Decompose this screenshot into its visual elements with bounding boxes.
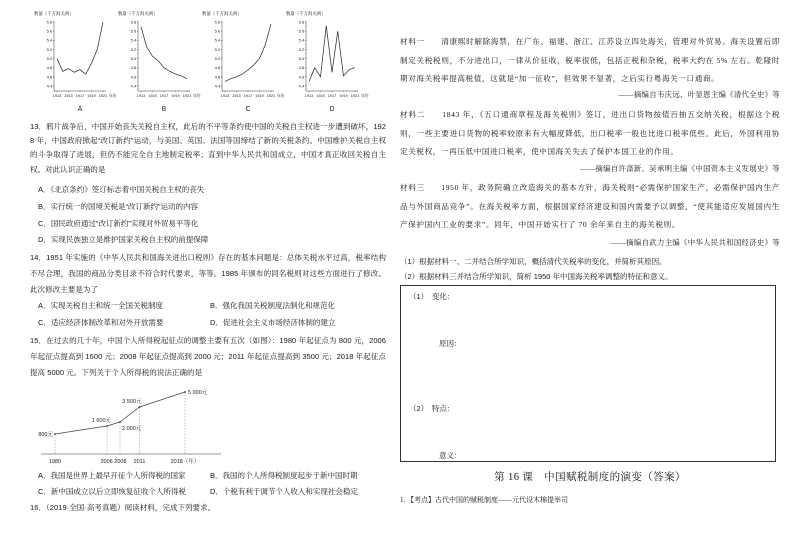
question-13-option-a[interactable]: A．《北京条约》签订标志着中国关税自主权的丧失 (38, 185, 205, 194)
chart-y-tick-label: 4.4 (214, 83, 221, 89)
material-2-text: 材料二 1843 年，《五口通商章程及海关税则》签订，进出口货物按值百抽五交纳关税，根据这个税则，一些主要进口货物的税率较原来有大幅度降低，出口税率一般也比进口税率低些。此后，外国利用协定关税权，一再压低中国进口税率，使中国海关失去了保护本国工业的作用。 (400, 110, 780, 156)
answer-reason-label: 原因： (439, 339, 462, 348)
material-3-source: ——摘编自武力主编《中华人民共和国经济史》等 (610, 238, 780, 247)
chart-y-tick-label: 4.8 (214, 65, 221, 71)
chart-x-tick-label: 1921 (266, 94, 276, 98)
question-13-stem: 13．鸦片战争后，中国开始丧失关税自主权，此后的不平等条约使中国的关税自主权进一步遭到破坏，1928 年，中国政府掀起“改订新约”运动，与美国、英国、法国等国缔结了新的关税条约。中国维护关税自主权的斗争取得了进展，但仍不能完全自主地制定税率；直到中华人民共和国成立，中国才真正收回关税自主权。对此认识正确的是 (30, 122, 386, 174)
chart-x-tick-label: 1917 (159, 94, 169, 98)
chart-y-tick-label: 4.8 (298, 65, 305, 71)
chart-series-line (225, 24, 271, 82)
chart-x-tick-label: 1915 (148, 94, 157, 98)
question-13-option-b[interactable]: B．实行统一的国境关税是“改订新约”运动的内容 (38, 202, 198, 211)
answer-change-label: （1） 变化： (409, 292, 455, 301)
chart-y-tick-label: 5.4 (298, 37, 305, 43)
tax-chart-x-tick-label: 2006 2008 (100, 459, 127, 465)
chart-x-tick-label: 1917 (327, 94, 337, 98)
chart-y-tick-label: 5.0 (130, 55, 137, 61)
tax-chart-x-tick-label: 2018（年） (170, 459, 200, 465)
chart-y-tick-label: 5.8 (130, 19, 137, 25)
chart-y-tick-label: 4.6 (298, 74, 305, 80)
chart-xlabel: 年份 (277, 94, 285, 98)
chart-y-tick-label: 5.2 (298, 46, 305, 52)
chart-ylabel: 数量（千万海关两） (286, 11, 326, 16)
chart-series-line (309, 26, 355, 82)
material-1-text: 材料一 清康熙时解除海禁，在广东、福建、浙江、江苏设立四处海关，管理对外贸易。海关设置后即制定关税税则，不分进出口，一律从价征收，税率很低，包括正税和杂税，税率大约在 5% 左右。乾隆时期对海关税率提高税值，这就是“加一征收”，但效果不显著，之后实行粤海关一口通商。 (400, 37, 780, 83)
chart-xlabel: 年份 (109, 94, 117, 98)
tax-chart-point-label: 2 000元 (122, 426, 142, 432)
chart-y-tick-label: 5.2 (214, 46, 221, 52)
chart-a (34, 10, 117, 113)
chart-ylabel: 数量（千万海关两） (202, 11, 242, 16)
chart-xlabel: 年份 (193, 94, 201, 98)
chart-y-tick-label: 4.4 (298, 83, 305, 89)
tax-chart-point (54, 433, 56, 435)
tax-chart-point-label: 1 600元 (91, 418, 111, 424)
chart-xlabel: 年份 (361, 94, 369, 98)
chart-x-tick-label: 1915 (64, 94, 73, 98)
chart-c (202, 10, 285, 113)
question-14-option-d[interactable]: D．促进社会主义市场经济体制的建立 (210, 318, 336, 327)
question-13-option-c[interactable]: C．国民政府通过“改订新约”实现对外贸易平等化 (38, 219, 199, 228)
chart-x-tick-label: 1921 (182, 94, 192, 98)
chart-x-tick-label: 1913 (220, 94, 230, 98)
material-2-source: ——摘编自许涤新、吴承明主编《中国资本主义发展史》等 (580, 164, 780, 173)
chart-x-tick-label: 1913 (136, 94, 146, 98)
question-15-option-c[interactable]: C．新中国成立以后立即恢复征收个人所得税 (38, 487, 186, 496)
material-3-text: 材料三 1950 年，政务院确立改造海关的基本方针，海关税则“必需保护国家生产，必需保护国内生产品与外国商品竞争”。在海关税率方面，根据国家经济建设和国内需要予以调整，“使其能适应发展国内生产保护国内工业的要求”。同年，中国开始实行了 70 余年来自主的海关税则。 (400, 183, 780, 229)
chart-panel-label: A (77, 106, 83, 113)
right-column (400, 0, 780, 560)
question-16-part-1: （1）根据材料一、二并结合所学知识，概括清代关税率的变化，并简析其原因。 (400, 257, 667, 266)
question-14-option-b[interactable]: B．强化我国关税制度法制化和规范化 (210, 301, 336, 310)
question-14-option-a[interactable]: A．实现关税自主和统一全国关税制度 (38, 301, 164, 310)
chart-y-tick-label: 5.0 (298, 55, 305, 61)
material-1-source: ——摘编自韦庆远、叶显恩主编《清代全史》等 (618, 90, 780, 99)
chart-x-tick-label: 1917 (75, 94, 85, 98)
chart-y-tick-label: 5.6 (46, 28, 53, 34)
tax-chart-x-tick-label: 1980 (48, 459, 62, 465)
chart-x-tick-label: 1919 (339, 94, 348, 98)
question-16-stem: 16．（2019·全国·高考真题）阅读材料，完成下列要求。 (30, 503, 216, 512)
chart-y-tick-label: 4.4 (130, 83, 137, 89)
customs-trend-charts (30, 5, 385, 117)
question-14-option-c[interactable]: C．适应经济体制改革和对外开放需要 (38, 318, 164, 327)
chart-y-tick-label: 5.0 (46, 55, 53, 61)
chart-b (118, 10, 201, 113)
chart-y-tick-label: 5.0 (214, 55, 221, 61)
chart-y-tick-label: 5.6 (130, 28, 137, 34)
chart-x-tick-label: 1913 (304, 94, 314, 98)
tax-chart-point-label: 3 500元 (122, 399, 142, 405)
chart-y-tick-label: 4.8 (46, 65, 53, 71)
left-column (30, 0, 386, 560)
chart-x-tick-label: 1917 (243, 94, 253, 98)
chart-y-tick-label: 5.4 (130, 37, 137, 43)
chart-panel-label: D (329, 106, 335, 113)
answer-feature-label: （2） 特点： (409, 404, 455, 413)
question-15-option-b[interactable]: B．我国的个人所得税制度起步于新中国时期 (210, 471, 358, 480)
question-13-option-d[interactable]: D．实现民族独立是维护国家关税自主权的前提保障 (38, 235, 209, 244)
tax-chart-point (119, 421, 121, 423)
chart-x-tick-label: 1919 (171, 94, 180, 98)
question-16-part-2: （2）根据材料三并结合所学知识，简析 1950 年中国海关税率调整的特征和意义。 (400, 272, 673, 281)
answer-item-1: 1．【考点】古代中国的赋税制度——元代设木棉提举司 (400, 496, 568, 504)
tax-chart-point-label: 5 000元 (188, 390, 208, 396)
chart-y-tick-label: 4.6 (214, 74, 221, 80)
question-15-option-d[interactable]: D．个税有利于调节个人收入和实现社会稳定 (210, 487, 358, 496)
chart-x-tick-label: 1921 (350, 94, 360, 98)
chart-y-tick-label: 5.6 (214, 28, 221, 34)
tax-chart-point (184, 391, 186, 393)
tax-chart-series-line (55, 392, 185, 434)
chart-y-tick-label: 4.6 (46, 74, 53, 80)
chart-y-tick-label: 4.6 (130, 74, 137, 80)
question-14-stem: 14．1951 年实施的《中华人民共和国海关进出口税则》存在的基本问题是：总体关税水平过高，税率结构不尽合理，我国的商品分类目录不符合时代要求，等等。1985 年颁布的同名税则对这些方面进行了修改。此次修改主要是为了 (30, 253, 386, 294)
chart-x-tick-label: 1913 (52, 94, 62, 98)
chart-d (286, 10, 369, 113)
chart-panel-label: C (245, 106, 251, 113)
tax-chart-point (106, 425, 108, 427)
chart-ylabel: 数量（千万海关两） (34, 11, 74, 16)
tax-chart-x-tick-label: 2011 (133, 459, 146, 465)
chart-y-tick-label: 5.4 (46, 37, 53, 43)
chart-x-tick-label: 1915 (232, 94, 241, 98)
chart-x-tick-label: 1915 (316, 94, 325, 98)
chart-x-tick-label: 1919 (255, 94, 264, 98)
chart-panel-label: B (161, 106, 167, 113)
tax-threshold-chart (35, 384, 235, 468)
chart-y-tick-label: 5.4 (214, 37, 221, 43)
answer-box[interactable] (400, 285, 776, 462)
chart-y-tick-label: 5.2 (46, 46, 53, 52)
chart-x-tick-label: 1921 (98, 94, 108, 98)
chart-y-tick-label: 5.8 (46, 19, 53, 25)
tax-chart-point (139, 406, 141, 408)
lesson-heading: 第 16 课 中国赋税制度的演变（答案） (494, 472, 686, 483)
question-15-stem: 15．在过去的几十年，中国个人所得税起征点的调整主要有五次（如图）：1980 年起征点为 800 元，2006 年起征点提高到 1600 元；2008 年起征点提高到 2000 元；2011 年起征点提高到 3500 元；2018 年起征点提高 5000 元。下列关于个人所得税的说法正确的是 (30, 336, 386, 377)
question-15-option-a[interactable]: A．我国是世界上最早开征个人所得税的国家 (38, 471, 186, 480)
tax-chart-point-label: 800元 (38, 432, 53, 438)
chart-y-tick-label: 5.8 (298, 19, 305, 25)
chart-y-tick-label: 4.4 (46, 83, 53, 89)
answer-meaning-label: 意义： (439, 451, 462, 460)
chart-y-tick-label: 5.2 (130, 46, 137, 52)
chart-y-tick-label: 5.6 (298, 28, 305, 34)
chart-y-tick-label: 4.8 (130, 65, 137, 71)
chart-series-line (57, 22, 103, 74)
chart-ylabel: 数量（千万海关两） (118, 11, 158, 16)
chart-y-tick-label: 5.8 (214, 19, 221, 25)
chart-series-line (141, 27, 187, 79)
chart-x-tick-label: 1919 (87, 94, 96, 98)
